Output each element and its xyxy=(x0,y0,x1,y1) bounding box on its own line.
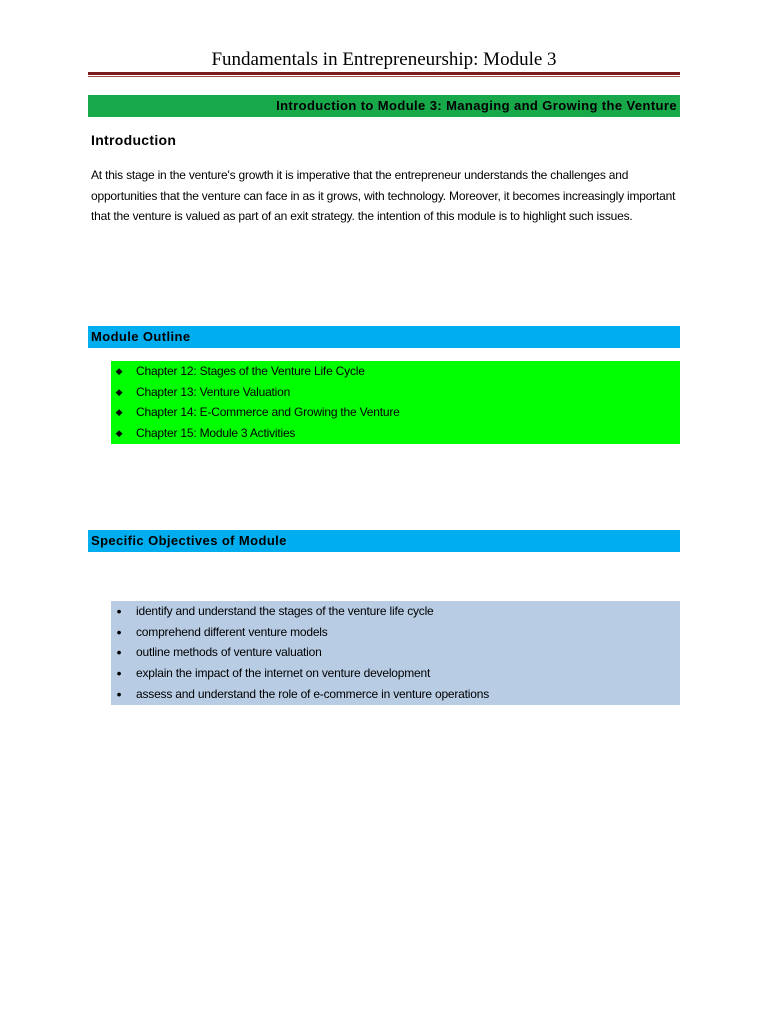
list-item-label: assess and understand the role of e-commerce in venture operations xyxy=(136,686,490,701)
list-item-label: Chapter 13: Venture Valuation xyxy=(136,384,291,399)
module-outline-banner: Module Outline xyxy=(88,326,680,348)
list-item xyxy=(111,382,680,403)
dot-bullet-icon: • xyxy=(116,685,122,702)
objectives-list xyxy=(111,601,680,705)
diamond-bullet-icon: ◆ xyxy=(115,366,123,376)
list-item xyxy=(111,622,680,643)
list-item xyxy=(111,684,680,705)
dot-bullet-icon: • xyxy=(116,623,122,640)
header-rule-thin xyxy=(88,76,680,77)
list-item xyxy=(111,601,680,622)
list-item-label: Chapter 15: Module 3 Activities xyxy=(136,426,296,441)
list-item xyxy=(111,402,680,423)
header-rule xyxy=(88,72,680,75)
list-item xyxy=(111,361,680,382)
list-item-label: comprehend different venture models xyxy=(136,624,328,639)
module-outline-list xyxy=(111,361,680,444)
diamond-bullet-icon: ◆ xyxy=(115,428,123,439)
list-item-label: outline methods of venture valuation xyxy=(136,645,322,660)
introduction-heading: Introduction xyxy=(91,132,177,148)
list-item-label: Chapter 12: Stages of the Venture Life Cycle xyxy=(136,364,365,378)
introduction-paragraph: At this stage in the venture's growth it is imperative that the entrepreneur understands the challenges and opportunities that the venture can face in as it grows, with technology. Moreover, it becomes increasingly important that the venture is valued as part of an exit strategy. the intention of this module is to highlight such issues. xyxy=(91,168,676,223)
list-item xyxy=(111,642,680,663)
dot-bullet-icon: • xyxy=(116,603,122,619)
diamond-bullet-icon: ◆ xyxy=(115,407,123,418)
dot-bullet-icon: • xyxy=(116,644,122,661)
objectives-banner: Specific Objectives of Module xyxy=(88,530,680,552)
list-item-label: Chapter 14: E-Commerce and Growing the Venture xyxy=(136,405,400,420)
list-item xyxy=(111,663,680,684)
diamond-bullet-icon: ◆ xyxy=(115,386,123,397)
dot-bullet-icon: • xyxy=(116,665,122,682)
page-title: Fundamentals in Entrepreneurship: Module 3 xyxy=(211,49,557,70)
intro-banner: Introduction to Module 3: Managing and Growing the Venture xyxy=(88,95,680,117)
list-item xyxy=(111,423,680,444)
list-item-label: identify and understand the stages of the venture life cycle xyxy=(136,604,434,618)
list-item-label: explain the impact of the internet on venture development xyxy=(136,666,431,681)
